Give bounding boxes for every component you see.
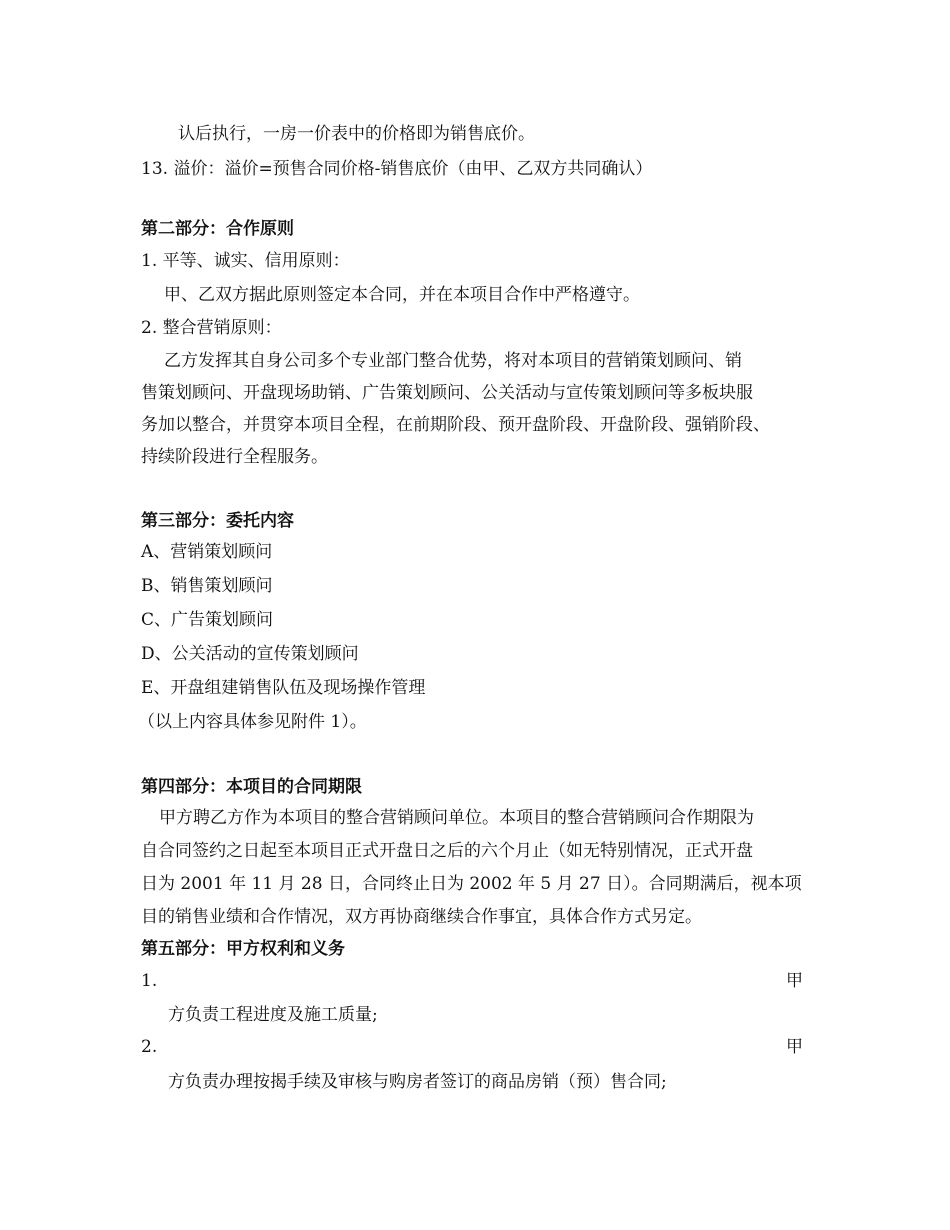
section-4-line-4: 目的销售业绩和合作情况，双方再协商继续合作事宜，具体合作方式另定。	[141, 907, 702, 927]
section-2-item-2: 2. 整合营销原则：	[141, 318, 282, 338]
section-5-item-2-char: 甲	[786, 1037, 803, 1057]
section-2-item-2-line-1: 乙方发挥其自身公司多个专业部门整合优势，将对本项目的营销策划顾问、销	[164, 351, 742, 371]
section-5-title: 第五部分：甲方权利和义务	[141, 939, 345, 959]
section-5-item-1-text: 方负责工程进度及施工质量;	[168, 1005, 378, 1025]
section-3-item-a: A、营销策划顾问	[141, 542, 273, 562]
clause-13-premium: 13. 溢价：溢价=预售合同价格-销售底价（由甲、乙双方共同确认）	[141, 159, 653, 179]
section-3-title: 第三部分：委托内容	[141, 511, 294, 531]
section-5-item-2-text: 方负责办理按揭手续及审核与购房者签订的商品房销（预）售合同;	[168, 1072, 667, 1092]
section-3-note: （以上内容具体参见附件 1）。	[138, 712, 367, 732]
section-3-item-e: E、开盘组建销售队伍及现场操作管理	[141, 678, 426, 698]
section-3-item-b: B、销售策划顾问	[141, 576, 273, 596]
section-2-title: 第二部分：合作原则	[141, 219, 294, 239]
section-2-item-1-text: 甲、乙双方据此原则签定本合同，并在本项目合作中严格遵守。	[164, 285, 640, 305]
section-4-line-2: 自合同签约之日起至本项目正式开盘日之后的六个月止（如无特别情况，正式开盘	[141, 841, 753, 861]
section-4-title: 第四部分：本项目的合同期限	[141, 777, 362, 797]
section-4-line-1: 甲方聘乙方作为本项目的整合营销顾问单位。本项目的整合营销顾问合作期限为	[159, 808, 754, 828]
paragraph-continuation: 认后执行，一房一价表中的价格即为销售底价。	[178, 124, 535, 144]
section-5-item-2-number: 2.	[141, 1037, 158, 1057]
section-2-item-2-line-2: 售策划顾问、开盘现场助销、广告策划顾问、公关活动与宣传策划顾问等多板块服	[141, 383, 753, 403]
section-3-item-c: C、广告策划顾问	[141, 610, 274, 630]
section-5-item-1-char: 甲	[786, 971, 803, 991]
section-4-line-3: 日为 2001 年 11 月 28 日，合同终止日为 2002 年 5 月 27 日）。合同期满后，视本项	[141, 874, 802, 894]
section-2-item-2-line-4: 持续阶段进行全程服务。	[141, 447, 328, 467]
section-2-item-2-line-3: 务加以整合，并贯穿本项目全程，在前期阶段、预开盘阶段、开盘阶段、强销阶段、	[141, 415, 770, 435]
section-5-item-1-number: 1.	[141, 971, 158, 991]
section-3-item-d: D、公关活动的宣传策划顾问	[141, 644, 359, 664]
section-2-item-1: 1. 平等、诚实、信用原则：	[141, 251, 350, 271]
